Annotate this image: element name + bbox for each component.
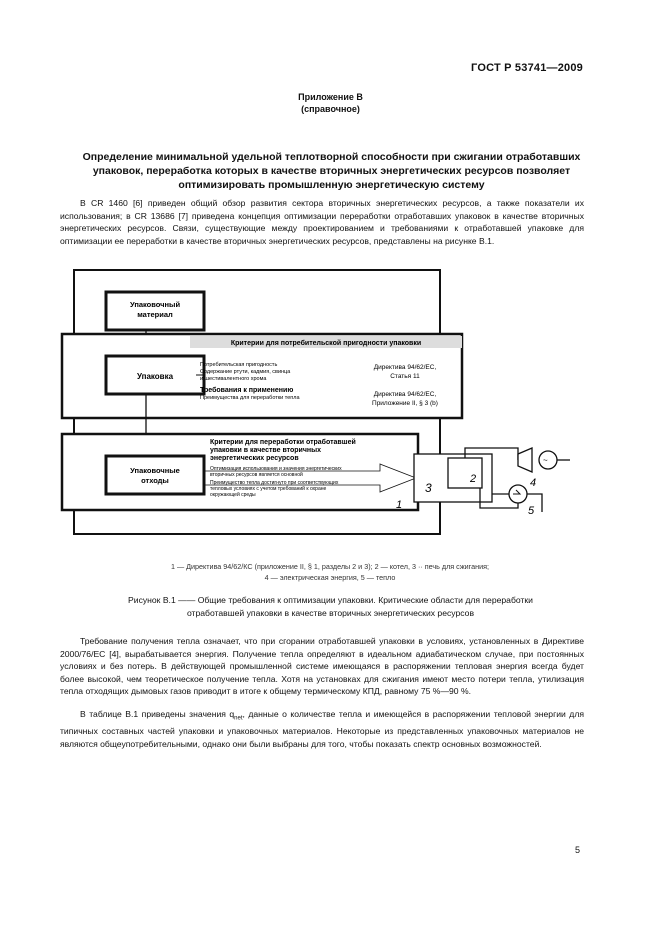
recycling-item: Оптимизация использования и значения энергетических <box>210 466 342 472</box>
label-5: 5 <box>528 505 535 517</box>
waste-packaging-box <box>106 456 204 494</box>
generator-symbol: ~ <box>543 456 548 465</box>
caption-line: отработавшей упаковки в качестве вторичных энергетических ресурсов <box>186 607 475 618</box>
figure-caption <box>70 594 591 619</box>
directive-1: Статья 11 <box>390 373 420 380</box>
paragraph-table-end: , данные о количестве тепла и имеющейся в распоряжении тепловой энергии для типичных составных частей упаковки и упаковочных материалов. Некоторые из представленных упаковочных материалов не являются общеупотребительными, однако они были выбраны для того, чтобы показать спектр основных возможностей. <box>60 709 584 749</box>
recycling-item: вторичных ресурсов является основной <box>210 472 303 478</box>
application-requirements: Требования к применению <box>200 387 294 394</box>
turbine <box>518 448 532 472</box>
consumer-item: и шестивалентного хрома <box>200 376 267 382</box>
paragraph-table-start: В таблице В.1 приведены значения q <box>80 709 235 719</box>
paragraph-heat: Требование получения тепла означает, что при сгорании отработавшей упаковки в условиях, установленных в Директиве 2000/76/ЕС [4], вырабатывается энергия. Получение тепла определяют в идеальном адиабатическом случае, при постоянных условиях и без потерь. В действующей промышленной системе имеющаяся в распоряжении тепловая энергия всегда будет более высокой, чем теоретическое получение тепла. Хотя на установках для сжигания имеют место потери тепла, утилизация тепла отходящих дымовых газов приводит в итоге к общему термическому КПД, равному 75 %—90 %. <box>60 636 584 697</box>
consumer-item: Потребительская пригодность <box>200 362 278 368</box>
directive-1: Директива 94/62/EC, <box>373 364 437 371</box>
recycling-criteria-title: энергетических ресурсов <box>210 455 299 462</box>
consumer-item: Содержание ртути, кадмия, свинца <box>200 369 291 375</box>
appendix-note: (справочное) <box>301 104 360 114</box>
section-title-line: оптимизировать промышленную энергетическую систему <box>178 179 485 191</box>
section-title-line: Определение минимальной удельной теплотворной способности при сжигании отработавших <box>82 151 581 163</box>
section-title-line: упаковок, переработка которых в качестве вторичных энергетических ресурсов позволяет <box>92 165 571 177</box>
recycling-item: тепловых условиях с учетом требований к охране <box>210 486 327 492</box>
directive-2: Приложение II, § 3 (b) <box>372 400 438 407</box>
label-2: 2 <box>470 473 477 485</box>
label-1: 1 <box>396 499 403 511</box>
packaging-label: Упаковка <box>136 372 174 381</box>
thermal-note: Преимущества для переработки тепла <box>200 395 300 401</box>
waste-packaging-label: Упаковочные <box>130 466 180 475</box>
page-number: 5 <box>575 845 581 855</box>
paragraph-table-sub: net <box>234 715 243 722</box>
figure-legend <box>80 562 580 583</box>
directive-2: Директива 94/62/EC, <box>373 391 437 398</box>
recycling-criteria-title: Критерии для переработки отработавшей <box>210 439 356 446</box>
packaging-material-label: Упаковочный <box>129 300 181 309</box>
standard-number: ГОСТ Р 53741—2009 <box>471 62 583 74</box>
legend-line: 4 — электрическая энергия, 5 — тепло <box>264 572 396 582</box>
figure-diagram <box>50 268 610 558</box>
caption-line: Рисунок В.1 —— Общие требования к оптимизации упаковки. Критические области для переработки <box>128 595 533 605</box>
section-title <box>50 150 613 192</box>
boiler-box <box>448 458 482 488</box>
paragraph-table <box>60 708 584 751</box>
intro-paragraph: В CR 1460 [6] приведен общий обзор развития сектора вторичных энергетических ресурсов, а также показатели их использования; в CR 13686 [7] приведена концепция оптимизации переработки отработавших упаковок в качестве вторичных энергетических ресурсов. Связи, существующие между проектированием и требованиями к отработавшей упаковке для оптимизации ее переработки в качестве вторичных энергетических ресурсов, представлены на рисунке В.1. <box>60 198 584 246</box>
recycling-item: окружающей среды <box>210 492 256 498</box>
consumer-criteria-title: Критерии для потребительской пригодности упаковки <box>230 340 422 347</box>
label-4: 4 <box>530 477 537 489</box>
legend-line: 1 — Директива 94/62/КС (приложение II, § 1, разделы 2 и 3); 2 — котел, 3 ·· печь для сжигания; <box>170 562 490 571</box>
waste-packaging-label: отходы <box>141 476 169 485</box>
label-3: 3 <box>425 481 432 495</box>
packaging-material-label: материал <box>137 310 173 319</box>
appendix-title: Приложение В <box>298 92 363 102</box>
recycling-criteria-title: упаковки в качестве вторичных <box>210 447 322 454</box>
recycling-item: Преимущество тепла достигнуто при соответствующих <box>210 480 339 486</box>
generator-circle <box>539 451 557 469</box>
